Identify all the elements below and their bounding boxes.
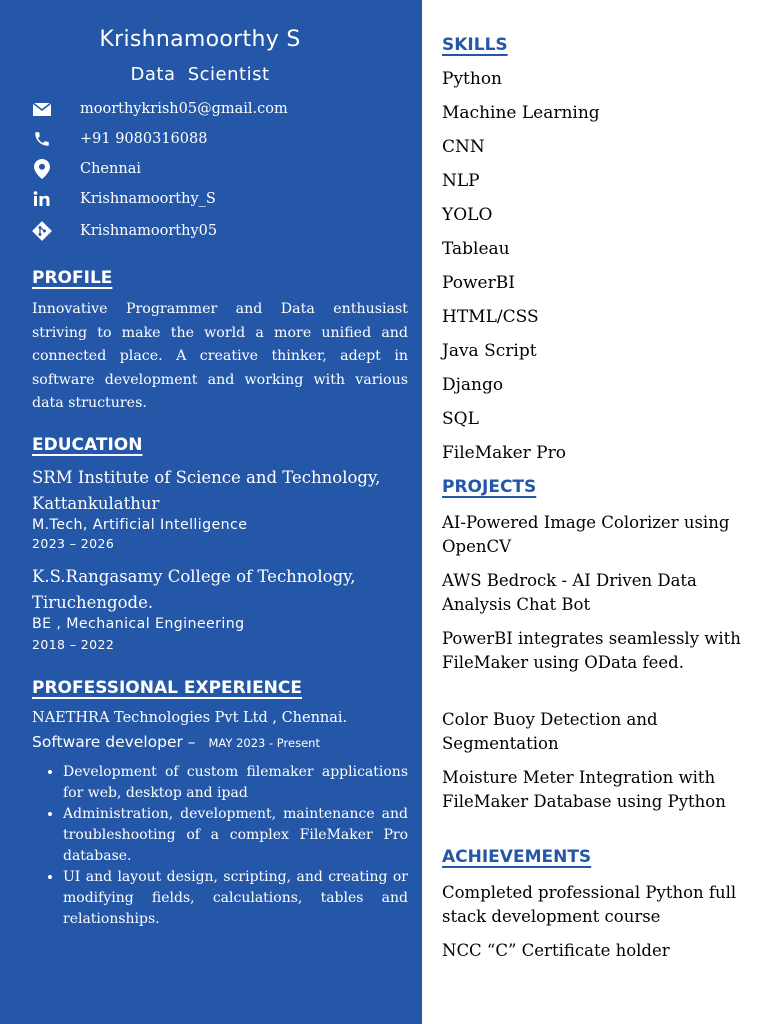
experience-bullet: • Development of custom filemaker applications for web, desktop and ipad (63, 762, 408, 804)
education-heading: EDUCATION (32, 435, 143, 455)
experience-role: Software developer – (32, 733, 196, 751)
profile-text: Innovative Programmer and Data enthusiast striving to make the world a more unified and connected place. A creative thinker, adept in software development and working with various data structures. (32, 301, 408, 412)
location-pin-icon (32, 159, 52, 179)
achievements-heading: ACHIEVEMENTS (442, 847, 592, 867)
git-text[interactable]: Krishnamoorthy05 (80, 223, 218, 239)
projects-heading: PROJECTS (442, 477, 537, 497)
contact-linkedin (32, 187, 216, 211)
experience-dates: MAY 2023 - Present (208, 736, 320, 750)
git-icon (32, 221, 52, 241)
education-school-2: K.S.Rangasamy College of Technology, Tiruchengode. (32, 567, 356, 612)
linkedin-text[interactable]: Krishnamoorthy_S (80, 191, 216, 207)
phone-icon (32, 129, 52, 149)
experience-bullets (32, 762, 408, 930)
skill-item: SQL (442, 409, 479, 429)
location-text: Chennai (80, 161, 141, 177)
contact-location (32, 157, 141, 181)
experience-role-line (32, 733, 320, 751)
project-item: Moisture Meter Integration with FileMaker Database using Python (442, 768, 726, 811)
skill-item: PowerBI (442, 273, 515, 293)
project-item: PowerBI integrates seamlessly with FileMaker using OData feed. (442, 629, 741, 672)
project-item: Color Buoy Detection and Segmentation (442, 710, 658, 753)
skill-item: HTML/CSS (442, 307, 539, 327)
profile-heading: PROFILE (32, 268, 113, 288)
skill-item: YOLO (442, 205, 493, 225)
achievement-item: Completed professional Python full stack development course (442, 883, 737, 926)
email-text[interactable]: moorthykrish05@gmail.com (80, 101, 288, 117)
contact-phone (32, 127, 208, 151)
education-degree-1: M.Tech, Artificial Intelligence (32, 517, 248, 533)
skills-heading: SKILLS (442, 35, 508, 55)
phone-text[interactable]: +91 9080316088 (80, 131, 208, 147)
contact-git (32, 219, 218, 243)
experience-company: NAETHRA Technologies Pvt Ltd , Chennai. (32, 710, 348, 726)
skill-item: NLP (442, 171, 480, 191)
experience-bullet: • Administration, development, maintenance and troubleshooting of a complex FileMaker Pro database. (63, 804, 408, 867)
email-icon (32, 99, 52, 119)
education-degree-2: BE , Mechanical Engineering (32, 616, 245, 632)
skill-item: Python (442, 69, 503, 89)
education-school-1: SRM Institute of Science and Technology, Kattankulathur (32, 468, 381, 513)
skill-item: FileMaker Pro (442, 443, 566, 463)
candidate-name: Krishnamoorthy S (99, 27, 301, 52)
project-item: AI-Powered Image Colorizer using OpenCV (442, 513, 730, 556)
experience-bullet: • UI and layout design, scripting, and creating or modifying fields, calculations, tables and relationships. (63, 867, 408, 930)
linkedin-icon (32, 189, 52, 209)
skill-item: CNN (442, 137, 485, 157)
skill-item: Django (442, 375, 504, 395)
experience-heading: PROFESSIONAL EXPERIENCE (32, 678, 302, 698)
candidate-role: Data Scientist (130, 64, 270, 85)
skill-item: Tableau (442, 239, 510, 259)
achievement-item: NCC “C” Certificate holder (442, 941, 670, 960)
skill-item: Java Script (442, 341, 537, 361)
project-item: AWS Bedrock - AI Driven Data Analysis Chat Bot (442, 571, 697, 614)
education-years-1: 2023 – 2026 (32, 536, 115, 551)
education-years-2: 2018 – 2022 (32, 637, 115, 652)
contact-email (32, 97, 288, 121)
skill-item: Machine Learning (442, 103, 600, 123)
